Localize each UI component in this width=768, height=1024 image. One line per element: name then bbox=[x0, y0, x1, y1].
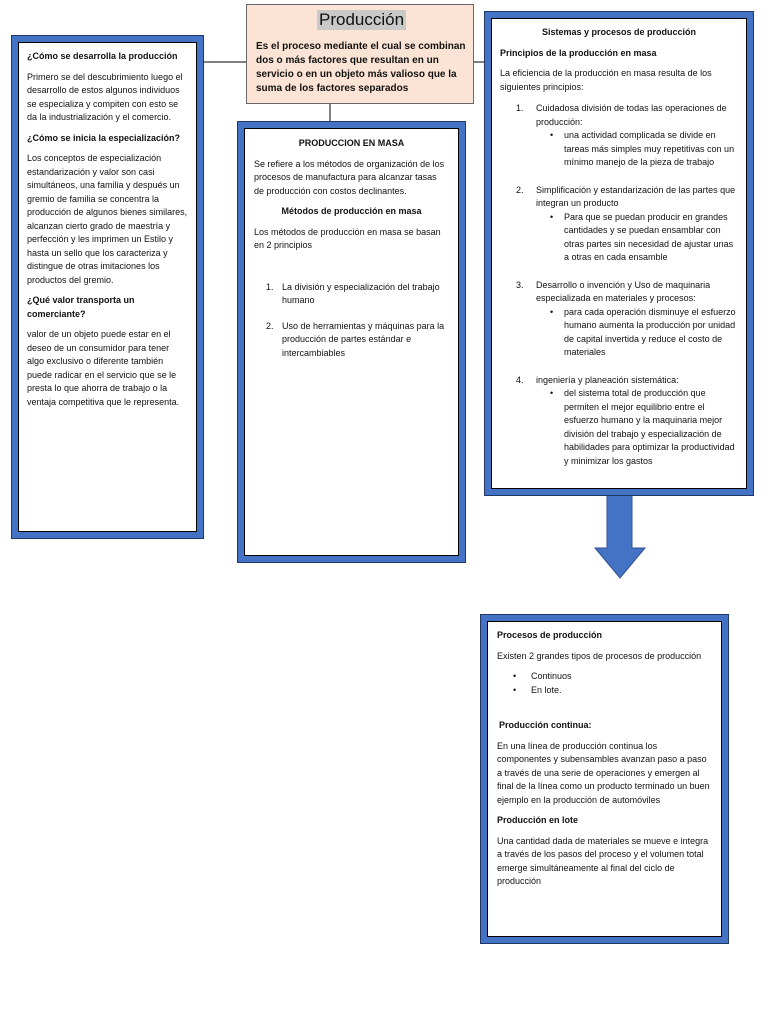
left-question-2: ¿Cómo se inicia la especialización? bbox=[27, 132, 181, 143]
bottom-types bbox=[497, 670, 712, 697]
left-question-3: ¿Qué valor transporta un comerciante? bbox=[27, 295, 135, 319]
right-subheading: Principios de la producción en masa bbox=[500, 47, 657, 58]
middle-box bbox=[237, 121, 466, 563]
bottom-heading: Procesos de producción bbox=[497, 630, 603, 640]
right-heading: Sistemas y procesos de producción bbox=[541, 27, 697, 37]
left-answer-2: Los conceptos de especialización estandarización y valor son casi simultáneos, una familia y después un gremio de familia se concentra la producción de algunos bienes similares, alcanzan cierto grado de maestría y perfección y les imprimen un Estilo y hasta un sello que los caracteriza y distingue de otras imitaciones los productos del gremio. bbox=[27, 153, 188, 285]
middle-text: Los métodos de producción en masa se basan en 2 principios bbox=[254, 226, 441, 250]
middle-intro: Se refiere a los métodos de organización de los procesos de manufactura para alcanzar tasas de producción con costos declinantes. bbox=[254, 158, 445, 196]
list-item: 4. ingeniería y planeación sistemática: bbox=[516, 374, 679, 385]
list-item: • Continuos bbox=[513, 671, 572, 681]
list-item: 1. La división y especialización del trabajo humano bbox=[266, 281, 440, 305]
list-bullet: • para cada operación disminuye el esfuerzo humano aumenta la producción por unidad de capital invertida y reduce el costo de materiales bbox=[550, 306, 736, 357]
bottom-subheading-2: Producción en lote bbox=[497, 815, 579, 825]
middle-heading: PRODUCCION EN MASA bbox=[298, 138, 405, 148]
left-box bbox=[11, 35, 204, 539]
middle-subheading: Métodos de producción en masa bbox=[281, 206, 422, 216]
list-bullet: • del sistema total de producción que permiten el mejor equilibrio entre el esfuerzo humano y la maquinaria mejor división del trabajo y especialización de habilidades para optimizar la productividad y minimizar los gastos bbox=[550, 388, 735, 466]
list-item: 1. Cuidadosa división de todas las operaciones de producción: bbox=[516, 103, 727, 127]
middle-list bbox=[254, 281, 449, 361]
list-item: 3. Desarrollo o invención y Uso de maquinaria especializada en materiales y procesos: bbox=[516, 279, 711, 303]
list-item: 2. Simplificación y estandarización de las partes que integran un producto bbox=[516, 184, 736, 208]
title-box bbox=[246, 4, 474, 104]
list-bullet: • una actividad complicada se divide en tareas más simples muy repetitivas con un mínimo manejo de la pieza de trabajo bbox=[550, 130, 735, 167]
title-definition: Es el proceso mediante el cual se combinan dos o más factores que resultan en un servicio o en un objeto más valioso que la suma de los factores separados bbox=[256, 41, 466, 94]
bottom-text-1: En una línea de producción continua los componentes y subensambles avanzan paso a paso a través de una serie de operaciones y emergen al final de la línea como un producto terminado un buen ejemplo en la producción de automóviles bbox=[497, 740, 710, 805]
left-question-1: ¿Cómo se desarrolla la producción bbox=[27, 51, 178, 61]
list-item: • En lote. bbox=[513, 684, 562, 695]
right-intro: La eficiencia de la producción en masa resulta de los siguientes principios: bbox=[500, 68, 712, 92]
bottom-box bbox=[480, 614, 729, 944]
bottom-intro: Existen 2 grandes tipos de procesos de producción bbox=[497, 650, 702, 661]
bottom-text-2: Una cantidad dada de materiales se mueve e integra a través de los pasos del proceso y el volumen total emerge simultáneamente al final del ciclo de producción bbox=[497, 835, 709, 886]
bottom-subheading-1: Producción continua: bbox=[499, 720, 592, 730]
page-title: Producción bbox=[319, 10, 405, 29]
left-answer-3: valor de un objeto puede estar en el deseo de un consumidor para tener algo exclusivo o diferente también puede radicar en el servicio que se le presta lo que ahorra de trabajo o la ventaja competitiva que le representa. bbox=[27, 329, 180, 407]
right-box bbox=[484, 11, 754, 496]
left-answer-1: Primero se del descubrimiento luego el desarrollo de estos algunos individuos se especializa y compiten con esto se da la industrialización y el comercio. bbox=[27, 71, 183, 122]
list-bullet: • Para que se puedan producir en grandes cantidades y se puedan ensamblar con otras partes sin necesidad de ajustar unas a otras en cada ensamble bbox=[550, 211, 734, 262]
down-arrow-icon bbox=[595, 494, 645, 578]
list-item: 2. Uso de herramientas y máquinas para la producción de partes estándar e intercambiables bbox=[266, 320, 445, 358]
